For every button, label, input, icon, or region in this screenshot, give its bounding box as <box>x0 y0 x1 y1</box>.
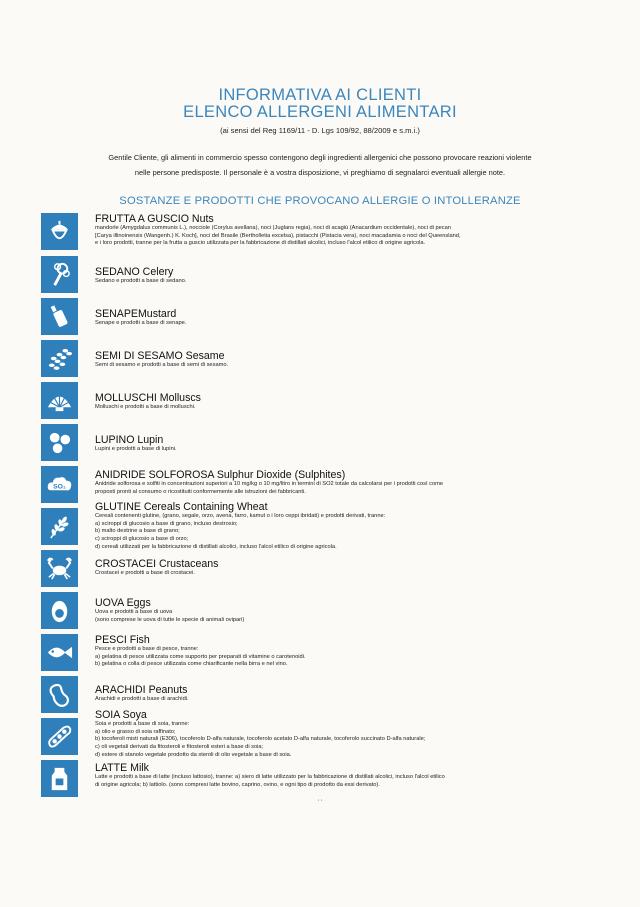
allergen-description: proposti pronti al consumo o ricostituiti conformemente alle istruzioni dei fabbricanti. <box>95 488 306 495</box>
allergen-name: CROSTACEI Crustaceans <box>95 558 219 570</box>
crab-icon <box>41 550 78 587</box>
allergen-description: Pesce e prodotti a base di pesce, tranne: <box>95 646 199 652</box>
allergen-description: b) gelatina o colla di pesce utilizzata come chiarificante nella birra e nel vino. <box>95 661 288 668</box>
section-title: SOSTANZE E PRODOTTI CHE PROVOCANO ALLERGIE O INTOLLERANZE <box>119 195 521 207</box>
allergen-name: LUPINO Lupin <box>95 434 164 446</box>
allergen-description: a) sciroppi di glucosio a base di grano, incluso destrosio; <box>95 520 238 527</box>
svg-text:SO₂: SO₂ <box>53 483 66 491</box>
allergen-name: FRUTTA A GUSCIO Nuts <box>95 213 214 225</box>
allergen-description: c) oli vegetali derivati da fitosteroli e fitosteroli esteri a base di soia; <box>95 744 264 751</box>
mustard-icon <box>41 298 78 335</box>
allergen-description: Senape e prodotti a base di senape. <box>95 320 187 326</box>
allergen-description: di origine agricola; b) lattiolo. (sono compresi latte bovino, caprino, ovino, e ogni tipo di prodotto da essi derivato). <box>95 781 380 788</box>
lupin-icon <box>41 424 78 461</box>
allergen-description: Uova e prodotti a base di uova <box>95 609 173 615</box>
sesame-icon <box>41 340 78 377</box>
allergen-description: b) malto destrine a base di grano; <box>95 528 180 535</box>
intro-line-1: Gentile Cliente, gli alimenti in commercio spesso contengono degli ingredienti allergenici che possono provocare reazioni violente <box>108 153 532 162</box>
allergen-description: mandorle (Amygdalus communis L.), nocciole (Corylus avellana), noci (Juglans regia), noci di acagiù (Anacardium occidentale), noci di pecan <box>95 225 451 231</box>
allergen-description: a) olio e grasso di soia raffinato; <box>95 728 176 735</box>
allergen-description: e i loro prodotti, tranne per la frutta a guscio utilizzata per la fabbricazione di distillati alcolici, incluso l'alcol etilico di origine agricola. <box>95 240 426 247</box>
allergen-name: SOIA Soya <box>95 709 147 721</box>
allergen-name: UOVA Eggs <box>95 597 151 609</box>
allergen-name: PESCI Fish <box>95 634 150 646</box>
allergen-description: (sono comprese le uova di tutte le specie di animali ovipari) <box>95 616 245 623</box>
allergen-name: LATTE Milk <box>95 762 149 774</box>
allergen-description: [Carya illinoinensis (Wangenh.) K. Koch], noci del Brasile (Bertholletia excelsa), pistacchi (Pistacia vera), noci macadamia o noci del Queensland, <box>95 232 461 239</box>
egg-icon <box>41 592 78 629</box>
title-line-1: INFORMATIVA AI CLIENTI <box>218 86 422 104</box>
allergen-description: Cereali contenenti glutine, (grano, segale, orzo, avena, farro, kamut o i loro ceppi ibridati) e prodotti derivati, tranne: <box>95 513 386 519</box>
allergen-description: b) tocoferoli misti naturali (E306), tocoferolo D-alfa naturale, tocoferolo acetato D-alfa naturale, tocoferolo succinato D-alfa naturale; <box>95 736 426 743</box>
allergen-description: Lupini e prodotti a base di lupini. <box>95 446 177 452</box>
wheat-icon <box>41 508 78 545</box>
allergen-description: Latte e prodotti a base di latte (incluso lattosio), tranne: a) siero di latte utilizzato per la fabbricazione di distillati alcolici, incluso l'alcol etilico <box>95 774 445 780</box>
peanut-icon <box>41 676 78 713</box>
allergen-description: a) gelatina di pesce utilizzata come supporto per preparati di vitamine o carotenoidi. <box>95 653 306 660</box>
allergen-name: SEMI DI SESAMO Sesame <box>95 350 225 362</box>
intro-line-2: nelle persone predisposte. Il personale è a vostra disposizione, vi preghiamo di segnalarci eventuali allergie note. <box>134 168 506 177</box>
soy-icon <box>41 718 78 755</box>
allergen-description: Molluschi e prodotti a base di molluschi. <box>95 404 196 410</box>
allergen-name: SEDANO Celery <box>95 266 174 278</box>
allergen-description: d) estere di stanolo vegetale prodotto da steroli di olio vegetale a base di soia. <box>95 751 292 758</box>
nut-icon <box>41 213 78 250</box>
allergen-description: d) cereali utilizzati per la fabbricazione di distillati alcolici, incluso l'alcol etilico di origine agricola. <box>95 543 337 550</box>
allergen-description: Semi di sesamo e prodotti a base di semi di sesamo. <box>95 362 229 368</box>
milk-icon <box>41 760 78 797</box>
allergen-description: Arachidi e prodotti a base di arachidi. <box>95 696 189 702</box>
page-footer-mark: ' ' <box>318 800 322 806</box>
allergen-description: Crostacei e prodotti a base di crostacei. <box>95 570 195 576</box>
legal-reference: (ai sensi del Reg 1169/11 - D. Lgs 109/92, 88/2009 e s.m.i.) <box>220 126 420 135</box>
fish-icon <box>41 634 78 671</box>
allergen-description: Anidride solforosa e solfiti in concentrazioni superiori a 10 mg/kg o 10 mg/litro in termini di SO2 totale da calcolarsi per i prodotti così come <box>95 481 444 487</box>
title-line-2: ELENCO ALLERGENI ALIMENTARI <box>183 103 457 121</box>
allergen-name: GLUTINE Cereals Containing Wheat <box>95 501 268 513</box>
allergen-description: c) sciroppi di glucosio a base di orzo; <box>95 536 189 543</box>
allergen-name: ANIDRIDE SOLFOROSA Sulphur Dioxide (Sulphites) <box>95 469 346 481</box>
shell-icon <box>41 382 78 419</box>
allergen-name: MOLLUSCHI Molluscs <box>95 392 201 404</box>
allergen-description: Soia e prodotti a base di soia, tranne: <box>95 721 190 727</box>
celery-icon <box>41 256 78 293</box>
allergen-name: SENAPEMustard <box>95 308 177 320</box>
so2-icon <box>41 466 78 503</box>
allergen-description: Sedano e prodotti a base di sedano. <box>95 278 187 284</box>
allergen-name: ARACHIDI Peanuts <box>95 684 188 696</box>
